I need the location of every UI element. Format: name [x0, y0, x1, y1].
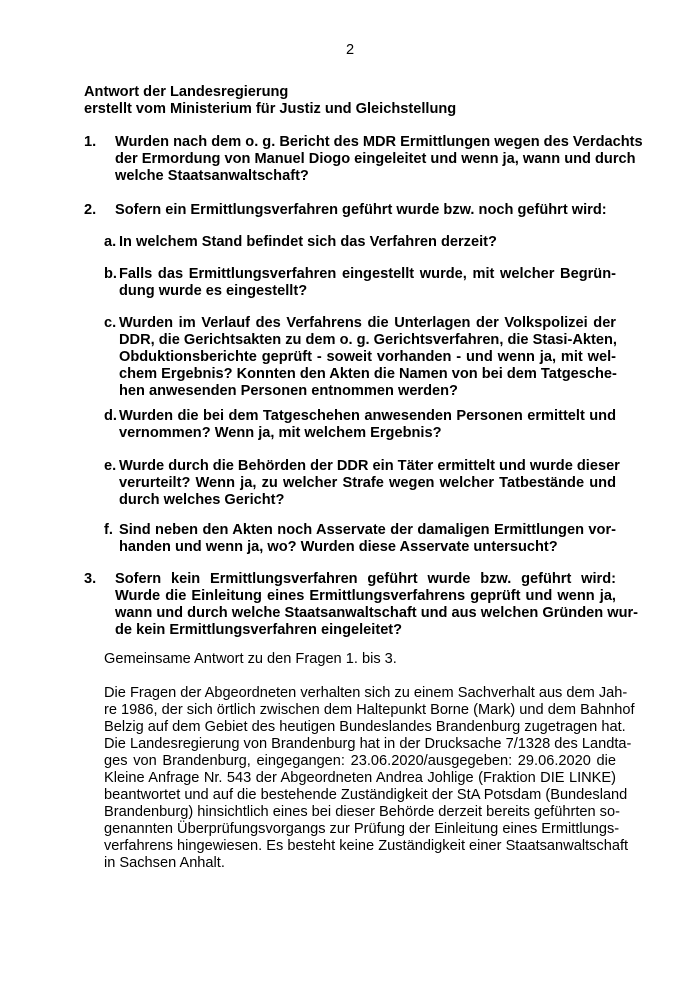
- question-text: [115, 571, 639, 639]
- sub-question-letter: f.: [104, 522, 113, 538]
- question-text: [115, 202, 616, 219]
- answer-line: Kleine Anfrage Nr. 543 der Abgeordneten Andrea Johlige (Fraktion DIE LINKE): [104, 770, 616, 786]
- answer-header: [84, 84, 624, 118]
- text-line: de kein Ermittlungsverfahren eingeleitet?: [115, 622, 403, 638]
- answer-intro: Gemeinsame Antwort zu den Fragen 1. bis 3.: [104, 651, 397, 667]
- sub-question-letter: c.: [104, 315, 117, 331]
- answer-line: Die Landesregierung von Brandenburg hat in der Drucksache 7/1328 des Landta-: [104, 736, 632, 752]
- answer-line: Brandenburg) hinsichtlich eines bei dieser Behörde derzeit bereits geführten so-: [104, 804, 620, 820]
- text-line: Sofern ein Ermittlungsverfahren geführt wurde bzw. noch geführt wird:: [115, 202, 607, 218]
- text-line: wann und durch welche Staatsanwaltschaft und aus welchen Gründen wur-: [115, 605, 639, 621]
- text-line: DDR, die Gerichtsakten zu dem o. g. Gerichtsverfahren, die Stasi-Akten,: [119, 332, 617, 348]
- sub-question-e: [104, 458, 620, 509]
- sub-question-letter: d.: [104, 408, 117, 424]
- sub-question-text: [119, 522, 616, 556]
- sub-question-f: [104, 522, 616, 556]
- text-line: handen und wenn ja, wo? Wurden diese Asservate untersucht?: [119, 539, 558, 555]
- sub-question-c: [104, 315, 616, 400]
- text-line: Sind neben den Akten noch Asservate der damaligen Ermittlungen vor-: [119, 522, 616, 538]
- text-line: Falls das Ermittlungsverfahren eingestellt wurde, mit welcher Begrün-: [119, 266, 616, 282]
- header-subtitle: erstellt vom Ministerium für Justiz und Gleichstellung: [84, 101, 457, 117]
- text-line: der Ermordung von Manuel Diogo eingeleitet und wenn ja, wann und durch: [115, 151, 636, 167]
- question-3: [84, 571, 639, 639]
- sub-question-text: [119, 315, 616, 400]
- sub-question-text: [119, 458, 620, 509]
- text-line: Wurden nach dem o. g. Bericht des MDR Ermittlungen wegen des Verdachts: [115, 134, 643, 150]
- sub-question-text: [119, 266, 616, 300]
- question-number: 3.: [84, 571, 97, 587]
- text-line: Wurden die bei dem Tatgeschehen anwesenden Personen ermittelt und: [119, 408, 616, 424]
- answer-line: re 1986, der sich örtlich zwischen dem Haltepunkt Borne (Mark) und dem Bahnhof: [104, 702, 635, 718]
- question-number: 2.: [84, 202, 97, 218]
- sub-question-a: [104, 234, 616, 251]
- sub-question-d: [104, 408, 616, 442]
- text-line: Obduktionsberichte geprüft - soweit vorhanden - und wenn ja, mit wel-: [119, 349, 616, 365]
- text-line: In welchem Stand befindet sich das Verfahren derzeit?: [119, 234, 497, 250]
- answer-body: [104, 685, 635, 872]
- text-line: durch welches Gericht?: [119, 492, 285, 508]
- answer-line: beantwortet und auf die bestehende Zuständigkeit der StA Potsdam (Bundesland: [104, 787, 628, 803]
- text-line: Wurde durch die Behörden der DDR ein Täter ermittelt und wurde dieser: [119, 458, 620, 474]
- sub-question-letter: b.: [104, 266, 117, 282]
- text-line: chem Ergebnis? Konnten den Akten die Namen von bei dem Tatgesche-: [119, 366, 617, 382]
- text-line: verurteilt? Wenn ja, zu welcher Strafe wegen welcher Tatbestände und: [119, 475, 616, 491]
- answer-line: Die Fragen der Abgeordneten verhalten sich zu einem Sachverhalt aus dem Jah-: [104, 685, 628, 701]
- question-number: 1.: [84, 134, 97, 150]
- question-2: [84, 202, 616, 219]
- sub-question-text: [119, 408, 616, 442]
- question-1: [84, 134, 643, 185]
- answer-line: verfahrens hingewiesen. Es besteht keine Zuständigkeit einer Staatsanwaltschaft: [104, 838, 629, 854]
- text-line: hen anwesenden Personen entnommen werden?: [119, 383, 458, 399]
- sub-question-text: [119, 234, 616, 251]
- text-line: Sofern kein Ermittlungsverfahren geführt wurde bzw. geführt wird:: [115, 571, 616, 587]
- header-title: Antwort der Landesregierung: [84, 84, 289, 100]
- answer-line: Belzig auf dem Gebiet des heutigen Bundeslandes Brandenburg zugetragen hat.: [104, 719, 626, 735]
- text-line: Wurden im Verlauf des Verfahrens die Unterlagen der Volkspolizei der: [119, 315, 616, 331]
- text-line: dung wurde es eingestellt?: [119, 283, 308, 299]
- sub-question-letter: e.: [104, 458, 117, 474]
- sub-question-letter: a.: [104, 234, 117, 250]
- answer-line: genannten Überprüfungsvorgangs zur Prüfung der Einleitung eines Ermittlungs-: [104, 821, 620, 837]
- sub-question-b: [104, 266, 616, 300]
- page-number: 2: [345, 42, 355, 58]
- text-line: Wurde die Einleitung eines Ermittlungsverfahrens geprüft und wenn ja,: [115, 588, 616, 604]
- answer-line: ges von Brandenburg, eingegangen: 23.06.2020/ausgegeben: 29.06.2020 die: [104, 753, 616, 769]
- answer-line: in Sachsen Anhalt.: [104, 855, 225, 871]
- text-line: welche Staatsanwaltschaft?: [115, 168, 309, 184]
- text-line: vernommen? Wenn ja, mit welchem Ergebnis?: [119, 425, 442, 441]
- question-text: [115, 134, 643, 185]
